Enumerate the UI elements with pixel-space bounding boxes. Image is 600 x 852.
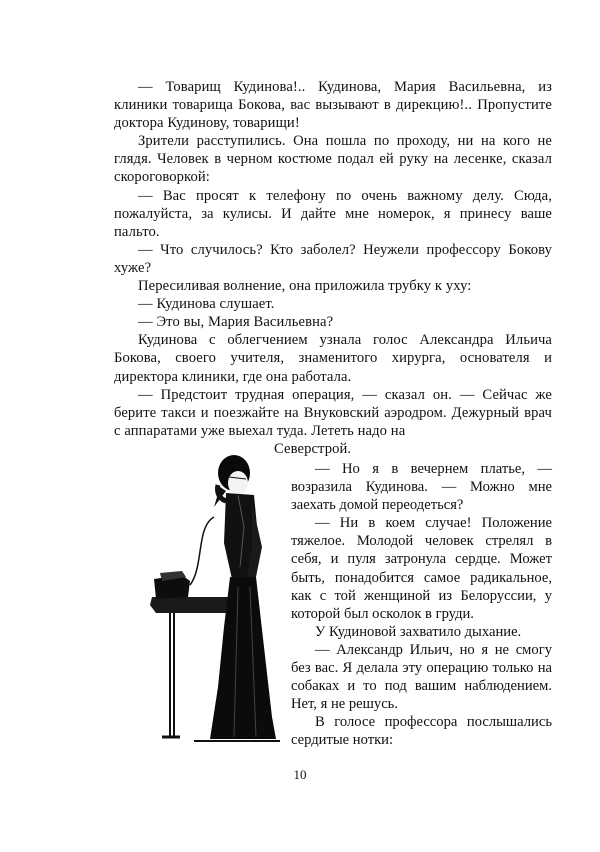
- paragraph: Пересиливая волнение, она приложила трубку к уху:: [138, 278, 472, 295]
- paragraph: — Товарищ Кудинова!.. Кудинова, Мария Васильевна, из клиники товарища Бокова, вас вызывают в дирекцию!.. Пропустите доктора Кудинову, товарищи!: [114, 79, 552, 132]
- paragraph: — Александр Ильич, но я не смогу без вас. Я делала эту операцию только на собаках и то под вашим наблюдением. Нет, я не решусь.: [291, 641, 552, 713]
- paragraph: В голосе профессора послышались сердитые нотки:: [291, 714, 552, 749]
- paragraph: Кудинова с облегчением узнала голос Александра Ильича Бокова, своего учителя, знаменитого хирурга, основателя и директора клиники, где она работала.: [114, 332, 552, 385]
- paragraph: — Что случилось? Кто заболел? Неужели профессору Бокову хуже?: [114, 241, 552, 276]
- woman-on-telephone-illustration: [134, 447, 284, 747]
- main-text-block: [114, 78, 552, 458]
- paragraph: Зрители расступились. Она пошла по проходу, ни на кого не глядя. Человек в черном костюме подал ей руку на лесенке, сказал скороговоркой:: [114, 133, 552, 186]
- page-number: 10: [293, 767, 307, 782]
- paragraph: — Кудинова слушает.: [138, 296, 275, 313]
- side-text-block: [291, 460, 552, 750]
- paragraph: — Но я в вечернем платье, — возразила Кудинова. — Можно мне заехать домой переодеться?: [291, 461, 552, 514]
- paragraph: У Кудиновой захватило дыхание.: [315, 623, 522, 640]
- paragraph: — Это вы, Мария Васильевна?: [138, 314, 334, 331]
- paragraph: — Вас просят к телефону по очень важному делу. Сюда, пожалуйста, за кулисы. И дайте мне номерок, я принесу ваше пальто.: [114, 187, 552, 240]
- paragraph: — Ни в коем случае! Положение тяжелое. Молодой человек стрелял в себя, и пуля затронула сердце. Может быть, понадобится самое радикальное, как с той женщиной из Белоруссии, у которой был осколок в груди.: [291, 515, 552, 622]
- paragraph-continuation: Северстрой.: [274, 440, 352, 457]
- paragraph: — Предстоит трудная операция, — сказал он. — Сейчас же берите такси и поезжайте на Внуковский аэродром. Дежурный врач с аппаратами уже выехал туда. Лететь надо на: [114, 386, 552, 439]
